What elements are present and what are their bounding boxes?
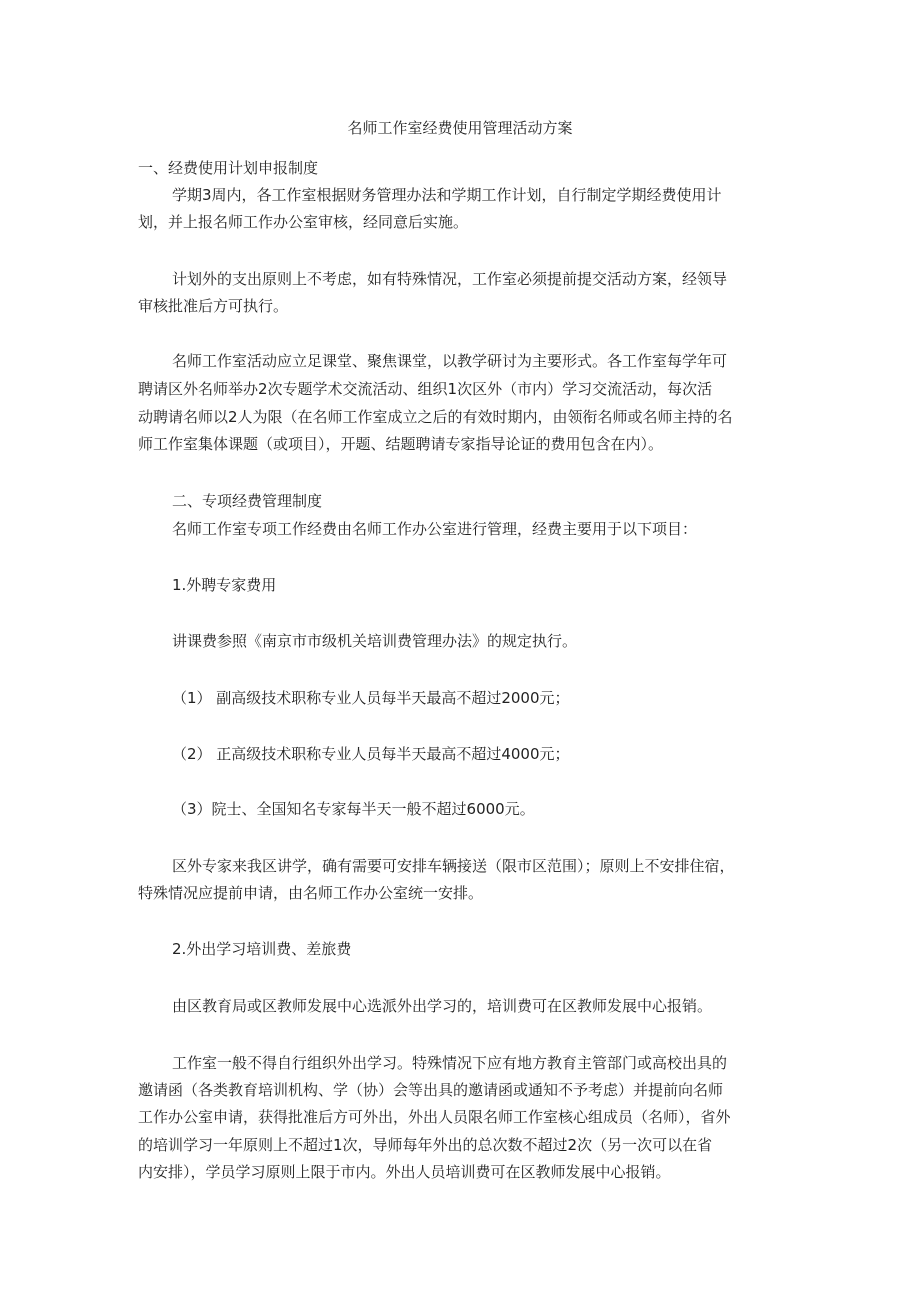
paragraph-line: 名师工作室专项工作经费由名师工作办公室进行管理，经费主要用于以下项目：: [172, 520, 698, 538]
paragraph-line: 邀请函（各类教育培训机构、学（协）会等出具的邀请函或通知不予考虑）并提前向名师: [138, 1081, 724, 1099]
section-heading: 二、专项经费管理制度: [172, 492, 323, 510]
paragraph-line: 的培训学习一年原则上不超过1次，导师每年外出的总次数不超过2次（另一次可以在省: [138, 1136, 713, 1154]
fee-item: （2） 正高级技术职称专业人员每半天最高不超过4000元；: [172, 745, 570, 763]
paragraph-line: 由区教育局或区教师发展中心选派外出学习的，培训费可在区教师发展中心报销。: [172, 997, 713, 1015]
fee-item: （1） 副高级技术职称专业人员每半天最高不超过2000元；: [172, 689, 570, 707]
paragraph-line: 动聘请名师以2人为限（在名师工作室成立之后的有效时期内，由领衔名师或名师主持的名: [138, 408, 733, 426]
item-title: 2.外出学习培训费、差旅费: [172, 940, 352, 958]
paragraph-line: 内安排），学员学习原则上限于市内。外出人员培训费可在区教师发展中心报销。: [138, 1163, 671, 1181]
fee-item: （3）院士、全国知名专家每半天一般不超过6000元。: [172, 800, 535, 818]
paragraph-line: 审核批准后方可执行。: [138, 297, 289, 315]
paragraph-line: 师工作室集体课题（或项目），开题、结题聘请专家指导论证的费用包含在内）。: [138, 435, 664, 453]
section-heading: 一、经费使用计划申报制度: [138, 159, 319, 177]
paragraph-line: 讲课费参照《南京市市级机关培训费管理办法》的规定执行。: [172, 632, 578, 650]
item-title: 1.外聘专家费用: [172, 576, 277, 594]
paragraph-line: 工作办公室申请，获得批准后方可外出，外出人员限名师工作室核心组成员（名师），省外: [138, 1108, 731, 1126]
paragraph-line: 计划外的支出原则上不考虑，如有特殊情况，工作室必须提前提交活动方案，经领导: [172, 270, 728, 288]
paragraph-line: 名师工作室活动应立足课堂、聚焦课堂，以教学研讨为主要形式。各工作室每学年可: [172, 352, 728, 370]
paragraph-line: 区外专家来我区讲学，确有需要可安排车辆接送（限市区范围）；原则上不安排住宿，: [172, 857, 735, 875]
paragraph-line: 工作室一般不得自行组织外出学习。特殊情况下应有地方教育主管部门或高校出具的: [172, 1054, 728, 1072]
paragraph-line: 聘请区外名师举办2次专题学术交流活动、组织1次区外（市内）学习交流活动，每次活: [138, 380, 713, 398]
document-title: 名师工作室经费使用管理活动方案: [347, 119, 573, 137]
paragraph-line: 学期3周内，各工作室根据财务管理办法和学期工作计划，自行制定学期经费使用计: [172, 186, 722, 204]
paragraph-line: 特殊情况应提前申请，由名师工作办公室统一安排。: [138, 884, 484, 902]
paragraph-line: 划，并上报名师工作办公室审核，经同意后实施。: [138, 213, 469, 231]
